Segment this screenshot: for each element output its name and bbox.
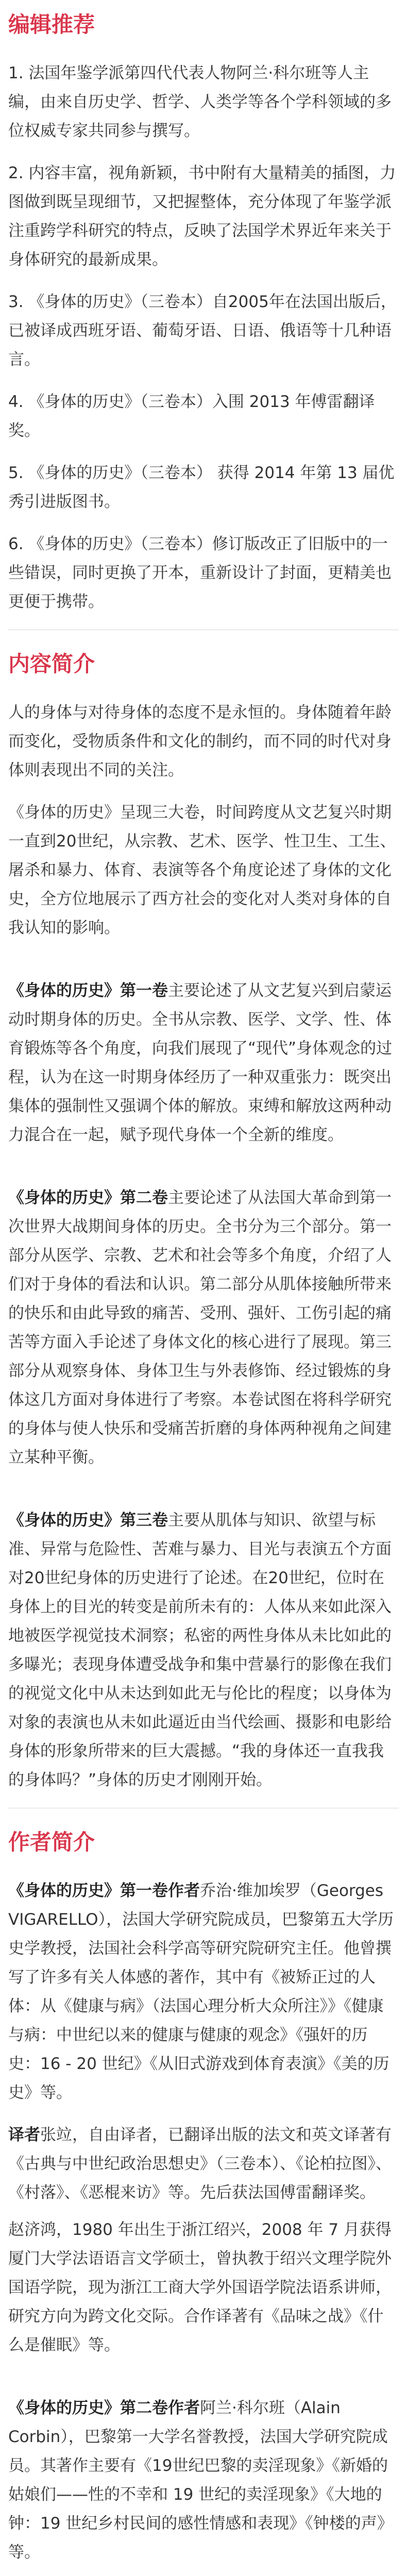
translator-one-b-bio: 赵济鸿，1980 年出生于浙江绍兴，2008 年 7 月获得厦门大学法语语言文学硕士，曾执教于绍兴文理学院外国语学院，现为浙江工商大学外国语学院法语系讲师，研究方向为跨文化交际。合作译著有《品味之战》《什么是催眠》等。 <box>8 2221 392 2354</box>
translator-lead: 译者 <box>8 2126 40 2144</box>
author-one-lead: 《身体的历史》第一卷作者 <box>8 1882 200 1900</box>
editor-item: 5. 《身体的历史》（三卷本） 获得 2014 年第 13 届优秀引进版图书。 <box>8 464 395 511</box>
volume-one-summary <box>8 976 399 1149</box>
section-title-editor: 编辑推荐 <box>8 12 95 37</box>
volume-two-summary <box>8 1183 399 1472</box>
section-title-authors: 作者简介 <box>8 1829 95 1855</box>
content-intro-section <box>8 651 399 1794</box>
volume-three-lead: 《身体的历史》第三卷 <box>8 1511 168 1530</box>
translator-one-text: 张竝，自由译者，已翻译出版的法文和英文译著有《古典与中世纪政治思想史》（三卷本）、《论柏拉图》、《村落》、《恶棍来访》等。先后获法国傅雷翻译奖。 <box>8 2126 392 2202</box>
author-one-bio <box>8 1876 399 2107</box>
intro-paragraph: 《身体的历史》呈现三大卷，时间跨度从文艺复兴时期一直到20世纪，从宗教、艺术、医学、性卫生、工生、屠杀和暴力、体育、表演等各个角度论述了身体的文化史，全方位地展示了西方社会的变化对人类对身体的自我认知的影响。 <box>8 803 396 937</box>
editor-item: 1. 法国年鉴学派第四代代表人物阿兰·科尔班等人主编，由来自历史学、哲学、人类学等各个学科领域的多位权威专家共同参与撰写。 <box>8 64 392 140</box>
author-one-text: 乔治·维加埃罗（Georges VIGARELLO），法国大学研究院成员，巴黎第五大学历史学教授，法国社会科学高等研究院研究主任。他曾撰写了许多有关人体感的著作，其中有《被矫正过的人体：从《健康与病》（法国心理分析大众所注》》《健康与病：中世纪以来的健康与健康的观念》《强奸的历史：16 - 20 世纪》《从旧式游戏到体育表演》《美的历史》等。 <box>8 1882 394 2102</box>
volume-three-text: 主要从肌体与知识、欲望与标准、异常与危险性、苦难与暴力、目光与表演五个方面对20世纪身体的历史进行了论述。在20世纪，位时在身体上的目光的转变是前所未有的：人体从来如此深入地被医学视觉技术洞察；私密的两性身体从未比如此的多曝光；表现身体遭受战争和集中营暴行的影像在我们的视觉文化中从未达到如此无与伦比的程度；以身体为对象的表演也从未如此逼近由当代绘画、摄影和电影给身体的形象所带来的巨大震撼。“我的身体还一直我我的身体吗？”身体的历史才刚刚开始。 <box>8 1511 392 1789</box>
editor-item: 4. 《身体的历史》（三卷本）入围 2013 年傅雷翻译奖。 <box>8 393 375 440</box>
editor-item: 2. 内容丰富，视角新颖，书中附有大量精美的插图，力图做到既呈现细节，又把握整体，充分体现了年鉴学派注重跨学科研究的特点，反映了法国学术界近年来关于身体研究的最新成果。 <box>8 164 396 269</box>
author-intro-section <box>8 1829 399 2576</box>
author-two-bio <box>8 2394 399 2567</box>
section-title-intro: 内容简介 <box>8 651 95 676</box>
editor-item: 3. 《身体的历史》（三卷本）自2005年在法国出版后，已被译成西班牙语、葡萄牙语、日语、俄语等十几种语言。 <box>8 293 397 369</box>
editor-recommendation-section <box>8 11 399 616</box>
author-two-text: 阿兰·科尔班（Alain Corbin），巴黎第一大学名誉教授，法国大学研究院成员。其著作主要有《19世纪巴黎的卖淫现象》《新婚的姑娘们——性的不幸和 19 世纪的卖淫现象》《大地的钟：19 世纪乡村民间的感性情感和表现》《钟楼的声》等。 <box>8 2399 393 2562</box>
editor-item: 6. 《身体的历史》（三卷本）修订版改正了旧版中的一些错误，同时更换了开本，重新设计了封面，更精美也更便于携带。 <box>8 535 392 611</box>
translator-one-bio <box>8 2121 399 2207</box>
volume-three-summary <box>8 1506 399 1794</box>
volume-one-lead: 《身体的历史》第一卷 <box>8 981 168 1000</box>
volume-two-lead: 《身体的历史》第二卷 <box>8 1189 168 1207</box>
intro-paragraph: 人的身体与对待身体的态度不是永恒的。身体随着年龄而变化，受物质条件和文化的制约，而不同的时代对身体则表现出不同的关注。 <box>8 703 392 779</box>
volume-one-text: 主要论述了从文艺复兴到启蒙运动时期身体的历史。全书从宗教、医学、文学、性、体育锻炼等各个角度，向我们展现了“现代”身体观念的过程，认为在这一时期身体经历了一种双重张力：既突出集体的强制性又强调个体的解放。束缚和解放这两种动力混合在一起，赋予现代身体一个全新的维度。 <box>8 981 393 1144</box>
author-two-lead: 《身体的历史》第二卷作者 <box>8 2399 200 2417</box>
volume-two-text: 主要论述了从法国大革命到第一次世界大战期间身体的历史。全书分为三个部分。第一部分从医学、宗教、艺术和社会等多个角度，介绍了人们对于身体的看法和认识。第二部分从肌体接触所带来的快乐和由此导致的痛苦、受刑、强奸、工伤引起的痛苦等方面入手论述了身体文化的核心进行了展现。第三部分从观察身体、身体卫生与外表修饰、经过锻炼的身体这几方面对身体进行了考察。本卷试图在将科学研究的身体与使人快乐和受痛苦折磨的身体两种视角之间建立某种平衡。 <box>8 1189 392 1467</box>
